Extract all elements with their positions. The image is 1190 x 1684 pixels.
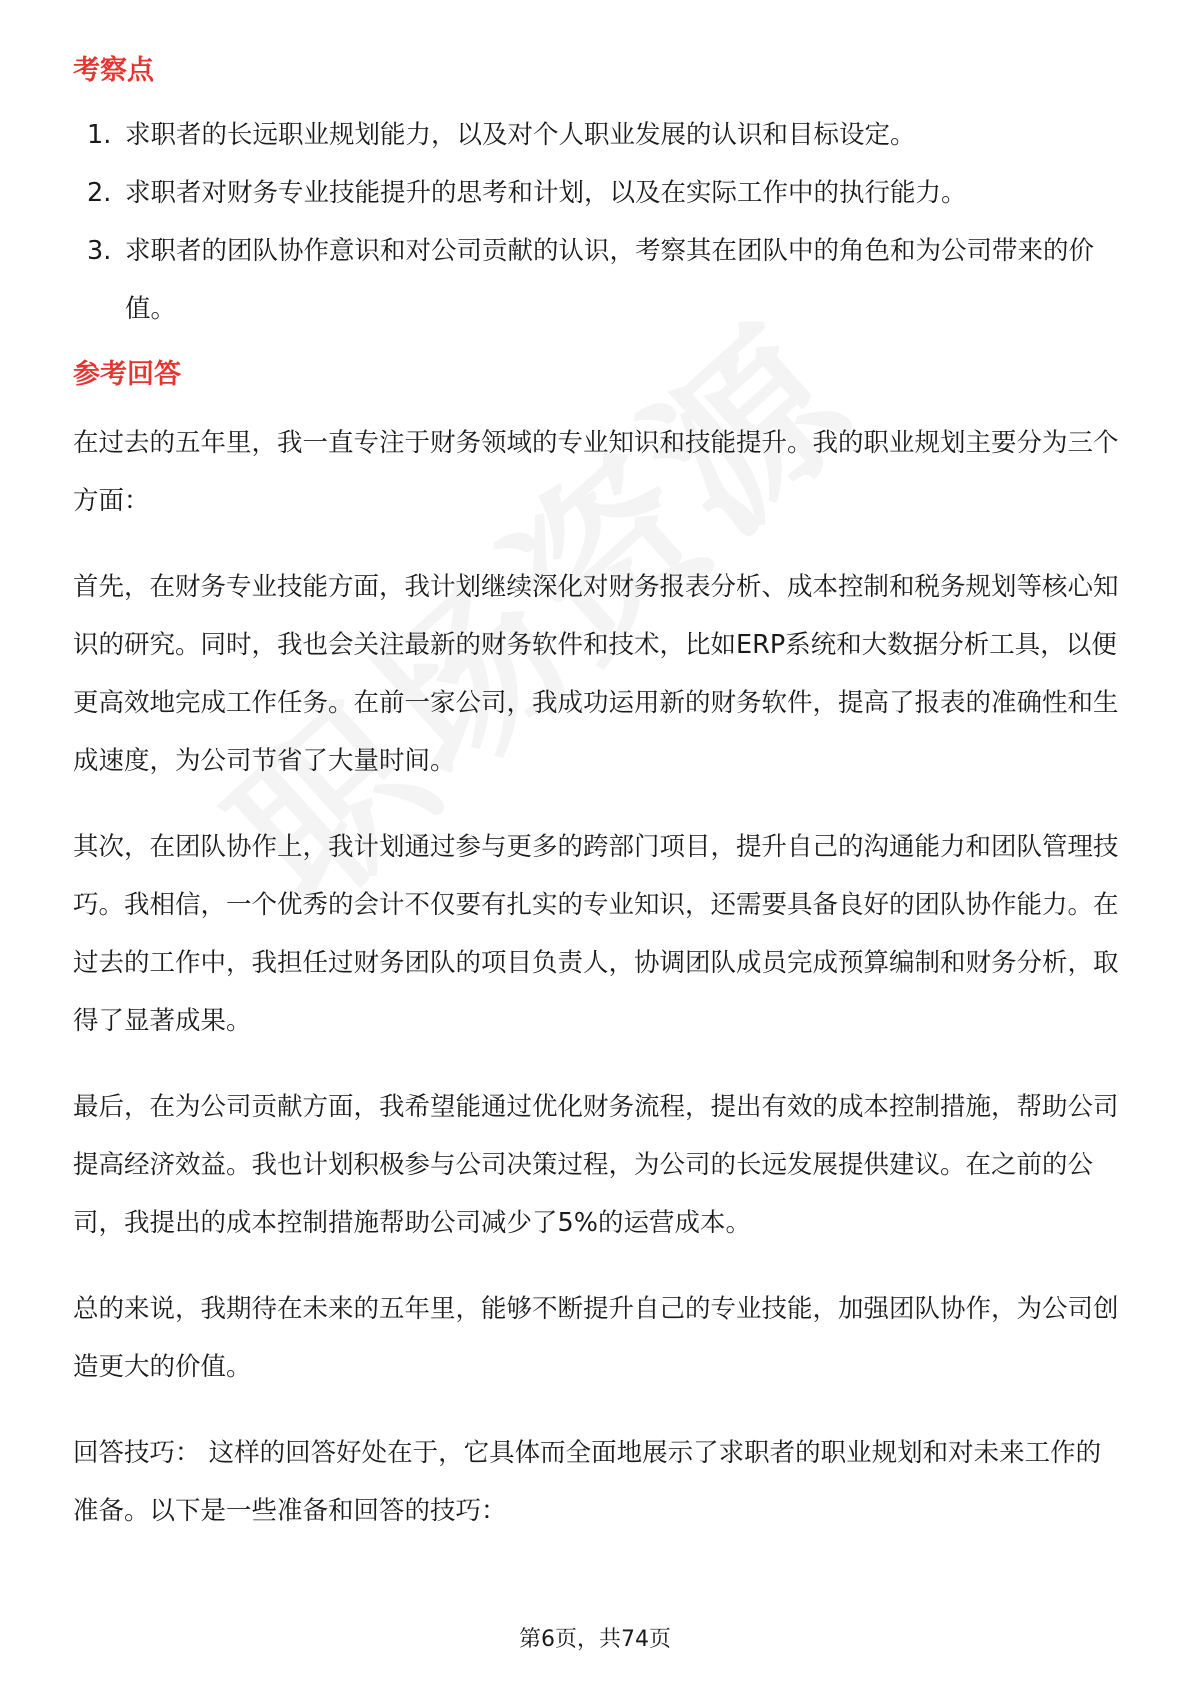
answer-paragraph-intro: 在过去的五年里，我一直专注于财务领域的专业知识和技能提升。我的职业规划主要分为三个方面： <box>73 428 1119 516</box>
list-item-number: 2. <box>87 178 112 208</box>
list-item-number: 3. <box>87 236 112 266</box>
section-heading-reference-answer: 参考回答 <box>73 359 181 390</box>
list-item <box>73 106 1123 164</box>
section-heading-exam-points: 考察点 <box>73 55 154 86</box>
answer-paragraph-skills: 首先，在财务专业技能方面，我计划继续深化对财务报表分析、成本控制和税务规划等核心知识的研究。同时，我也会关注最新的财务软件和技术，比如ERP系统和大数据分析工具，以便更高效地完成工作任务。在前一家公司，我成功运用新的财务软件，提高了报表的准确性和生成速度，为公司节省了大量时间。 <box>73 572 1119 776</box>
list-item <box>73 164 1123 222</box>
answer-paragraph-teamwork: 其次，在团队协作上，我计划通过参与更多的跨部门项目，提升自己的沟通能力和团队管理技巧。我相信，一个优秀的会计不仅要有扎实的专业知识，还需要具备良好的团队协作能力。在过去的工作中，我担任过财务团队的项目负责人，协调团队成员完成预算编制和财务分析，取得了显著成果。 <box>73 832 1119 1036</box>
list-item-text: 求职者对财务专业技能提升的思考和计划，以及在实际工作中的执行能力。 <box>125 178 967 208</box>
answer-paragraph-tips: 回答技巧： 这样的回答好处在于，它具体而全面地展示了求职者的职业规划和对未来工作的准备。以下是一些准备和回答的技巧： <box>73 1438 1102 1526</box>
page-content <box>73 46 1123 1568</box>
exam-points-list <box>73 106 1123 338</box>
answer-paragraph-summary: 总的来说，我期待在未来的五年里，能够不断提升自己的专业技能，加强团队协作，为公司创造更大的价值。 <box>73 1294 1119 1382</box>
answer-paragraph-contribution: 最后，在为公司贡献方面，我希望能通过优化财务流程，提出有效的成本控制措施，帮助公司提高经济效益。我也计划积极参与公司决策过程，为公司的长远发展提供建议。在之前的公司，我提出的成本控制措施帮助公司减少了5%的运营成本。 <box>73 1092 1119 1238</box>
list-item-text: 求职者的长远职业规划能力，以及对个人职业发展的认识和目标设定。 <box>125 120 916 150</box>
list-item <box>73 222 1123 338</box>
list-item-number: 1. <box>87 120 112 150</box>
page-number: 第6页，共74页 <box>519 1627 671 1652</box>
list-item-text: 求职者的团队协作意识和对公司贡献的认识，考察其在团队中的角色和为公司带来的价值。 <box>125 236 1095 324</box>
